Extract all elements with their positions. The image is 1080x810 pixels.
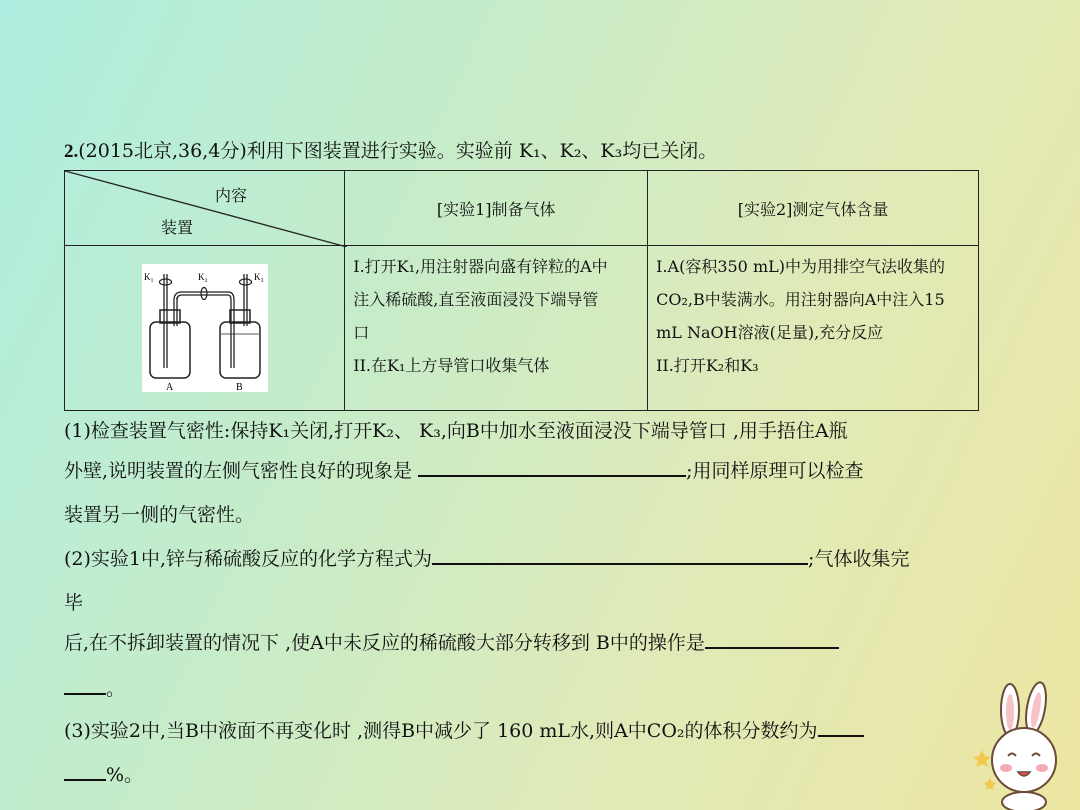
label-k2: K₂	[197, 272, 208, 282]
exp1-line: I.打开K₁,用注射器向盛有锌粒的A中	[353, 257, 608, 276]
exp1-line: 注入稀硫酸,直至液面浸没下端导管	[353, 290, 599, 309]
label-k3: K₃	[253, 272, 264, 282]
q2-line4	[64, 674, 125, 701]
q2-line3-text: 后,在不拆卸装置的情况下 ,使A中未反应的稀硫酸大部分转移到 B中的操作是	[64, 632, 705, 654]
header-content-label: 内容	[215, 186, 248, 205]
q1-answer-blank[interactable]	[418, 457, 686, 477]
q2-line4-post: 。	[106, 678, 126, 700]
q1-line2-pre: 外壁,说明装置的左侧气密性良好的现象是	[64, 460, 413, 482]
q1-line1: (1)检查装置气密性:保持K₁关闭,打开K₂、 K₃,向B中加水至液面浸没下端导管口 ,用手捂住A瓶	[64, 420, 848, 442]
q2-operation-blank[interactable]	[705, 629, 839, 649]
q3-line1	[64, 716, 864, 743]
q3-answer-blank-cont[interactable]	[64, 761, 106, 781]
label-a: A	[165, 382, 173, 392]
q2-line3	[64, 628, 839, 655]
problem-stem: (2015北京,36,4分)利用下图装置进行实验。实验前 K₁、K₂、K₃均已关闭。	[78, 140, 718, 162]
exp2-line: mL NaOH溶液(足量),充分反应	[656, 323, 884, 342]
q3-line2-post: %。	[106, 764, 144, 786]
label-b: B	[235, 382, 243, 392]
diagonal-line	[65, 171, 347, 247]
q1-line2-post: ;用同样原理可以检查	[686, 460, 864, 482]
diagonal-header-cell	[65, 171, 345, 246]
col-header-exp1: [实验1]制备气体	[345, 171, 648, 246]
q2-line2: 毕	[64, 592, 84, 614]
exp2-steps-cell	[648, 246, 979, 411]
q1-line3: 装置另一侧的气密性。	[64, 504, 255, 526]
problem-title	[64, 136, 717, 163]
exp2-line: I.A(容积350 mL)中为用排空气法收集的	[656, 257, 945, 276]
q1-line2	[64, 456, 864, 483]
q3-answer-blank[interactable]	[818, 717, 864, 737]
apparatus-cell	[65, 246, 345, 411]
q2-line1-pre: (2)实验1中,锌与稀硫酸反应的化学方程式为	[64, 548, 433, 570]
label-k1: K₁	[143, 272, 154, 282]
q2-line1	[64, 544, 909, 571]
col-header-exp2: [实验2]测定气体含量	[648, 171, 979, 246]
exp1-steps-cell	[345, 246, 648, 411]
q2-equation-blank[interactable]	[432, 545, 808, 565]
q2-operation-blank-cont[interactable]	[64, 675, 106, 695]
q2-line1-post: ;气体收集完	[808, 548, 910, 570]
bunny-mascot-icon	[970, 680, 1080, 810]
q3-line2	[64, 760, 143, 787]
exp1-line: 口	[353, 323, 370, 342]
experiment-table	[64, 170, 979, 411]
problem-number: 2.	[64, 141, 79, 162]
exp1-line: II.在K₁上方导管口收集气体	[353, 356, 550, 375]
exp2-line: II.打开K₂和K₃	[656, 356, 759, 375]
q3-line1-text: (3)实验2中,当B中液面不再变化时 ,测得B中减少了 160 mL水,则A中CO₂的体积分数约为	[64, 720, 818, 742]
exp2-line: CO₂,B中装满水。用注射器向A中注入15	[656, 290, 945, 309]
apparatus-diagram	[142, 264, 268, 392]
header-device-label: 装置	[161, 218, 194, 237]
